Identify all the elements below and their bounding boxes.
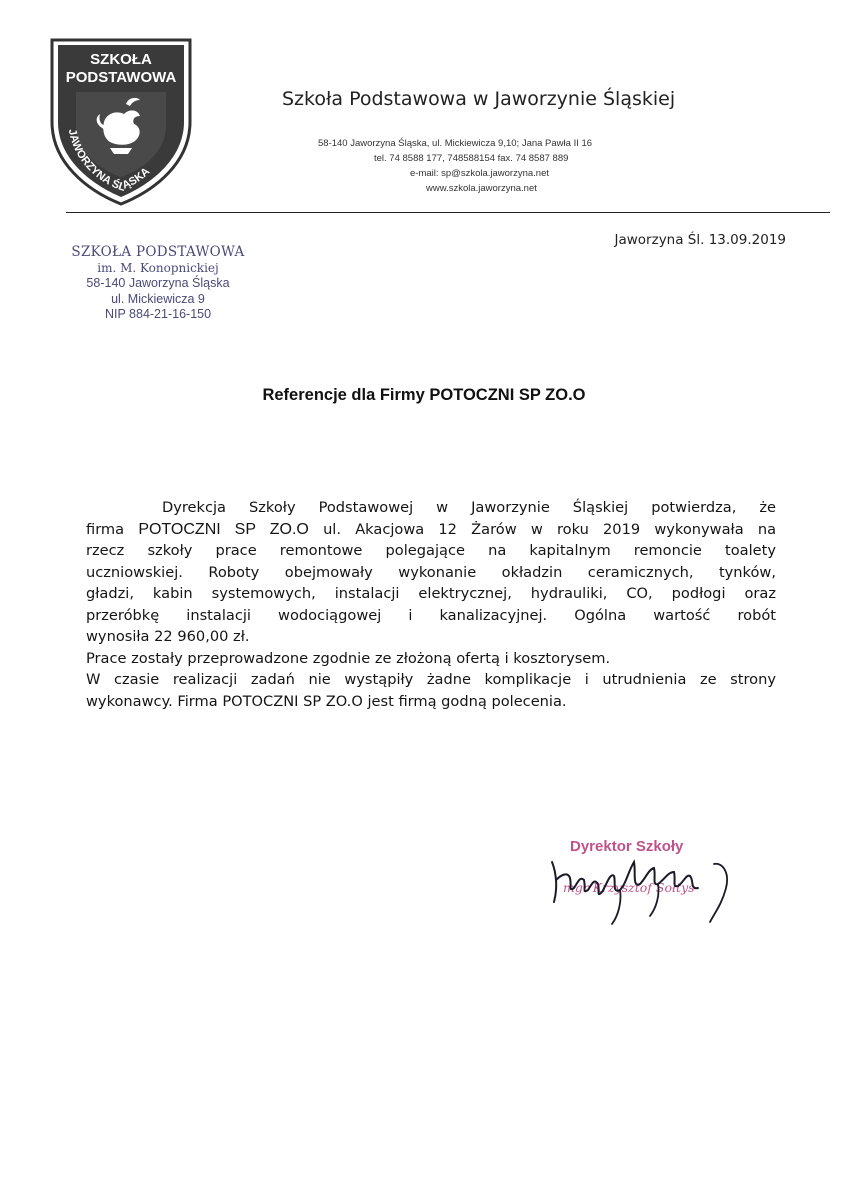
letter-body [86, 497, 776, 712]
logo-ring-text: JAWORZYNA ŚLĄSKA [65, 128, 153, 194]
body-line [86, 519, 776, 541]
firm-name: POTOCZNI SP ZO.O [138, 520, 309, 538]
school-address: 58-140 Jaworzyna Śląska, ul. Mickiewicza 9,10; Jana Pawła II 16 [318, 138, 593, 149]
stamp-line-4: ul. Mickiewicza 9 [111, 291, 205, 306]
director-stamp-title: Dyrektor Szkoły [570, 838, 684, 855]
stamp-line-2: im. M. Konopnickiej [97, 260, 219, 275]
school-phone: tel. 74 8588 177, 748588154 fax. 74 8587 889 [374, 153, 569, 164]
body-text-segment: firma [86, 520, 125, 538]
school-stamp [58, 245, 258, 323]
header-divider [66, 212, 830, 213]
body-line: Prace zostały przeprowadzone zgodnie ze złożoną ofertą i kosztorysem. [86, 649, 611, 667]
body-line: W czasie realizacji zadań nie wystąpiły żadne komplikacje i utrudnienia ze strony [86, 671, 776, 688]
logo-text-line1: SZKOŁA [90, 51, 152, 68]
school-name: Szkoła Podstawowa w Jaworzynie Śląskiej [282, 88, 676, 110]
body-line: rzecz szkoły prace remontowe polegające na kapitalnym remoncie toalety [86, 542, 776, 559]
body-line: uczniowskiej. Roboty obejmowały wykonanie okładzin ceramicznych, tynków, [86, 563, 776, 581]
stamp-line-3: 58-140 Jaworzyna Śląska [86, 276, 230, 290]
logo-text-line2: PODSTAWOWA [65, 69, 177, 86]
document-date: Jaworzyna Śl. 13.09.2019 [614, 232, 786, 248]
handwritten-signature [550, 832, 750, 932]
body-line: gładzi, kabin systemowych, instalacji elektrycznej, hydrauliki, CO, podłogi oraz [86, 585, 776, 602]
director-stamp-name: mgr Krzysztof Sołtys [563, 880, 695, 895]
body-line: przeróbkę instalacji wodociągowej i kanalizacyjnej. Ogólna wartość robót [86, 606, 776, 624]
school-website: www.szkola.jaworzyna.net [426, 183, 537, 194]
stamp-line-5: NIP 884-21-16-150 [104, 307, 212, 321]
stamp-line-1: SZKOŁA PODSTAWOWA [71, 244, 245, 260]
body-line: Dyrekcja Szkoły Podstawowej w Jaworzynie Śląskiej potwierdza, że [162, 499, 776, 516]
body-line: wykonawcy. Firma POTOCZNI SP ZO.O jest firmą godną polecenia. [86, 692, 567, 710]
school-logo [46, 30, 196, 208]
body-text-segment: ul. Akacjowa 12 Żarów w roku 2019 wykonywała na [323, 520, 777, 538]
document-title: Referencje dla Firmy POTOCZNI SP ZO.O [262, 386, 586, 404]
body-line: wynosiła 22 960,00 zł. [86, 628, 250, 645]
school-email: e-mail: sp@szkola.jaworzyna.net [410, 168, 550, 179]
